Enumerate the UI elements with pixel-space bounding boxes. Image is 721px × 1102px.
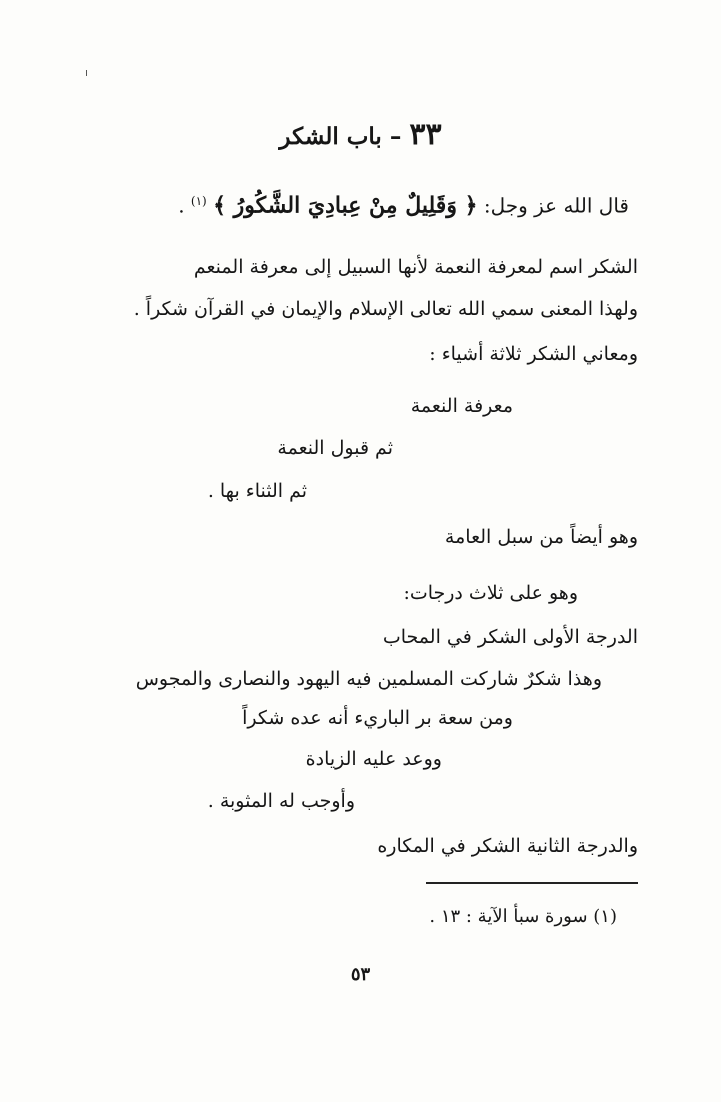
body-line-2: ولهذا المعنى سمي الله تعالى الإسلام والإيمان في القرآن شكراً . bbox=[133, 298, 638, 320]
body-line-13: وأوجب له المثوبة . bbox=[207, 790, 355, 812]
footnote: (١) سورة سبأ الآية : ١٣ . bbox=[429, 906, 617, 927]
body-line-5: ثم قبول النعمة bbox=[277, 437, 393, 459]
quran-verse-line bbox=[178, 185, 629, 222]
footnote-ref: (١) bbox=[190, 194, 207, 208]
body-line-10: وهذا شكرٌ شاركت المسلمين فيه اليهود والنصارى والمجوس bbox=[135, 668, 602, 690]
body-line-7: وهو أيضاً من سبل العامة bbox=[444, 526, 638, 548]
chapter-title: باب الشكر bbox=[279, 123, 382, 150]
body-line-1: الشكر اسم لمعرفة النعمة لأنها السبيل إلى معرفة المنعم bbox=[193, 256, 638, 278]
body-line-14: والدرجة الثانية الشكر في المكاره bbox=[377, 835, 638, 857]
body-line-3: ومعاني الشكر ثلاثة أشياء : bbox=[429, 343, 638, 365]
body-line-6: ثم الثناء بها . bbox=[207, 480, 307, 502]
body-line-9: الدرجة الأولى الشكر في المحاب bbox=[382, 626, 638, 648]
body-line-4: معرفة النعمة bbox=[410, 395, 513, 417]
chapter-number: ٣٣ bbox=[409, 117, 442, 152]
body-line-12: ووعد عليه الزيادة bbox=[305, 748, 442, 770]
chapter-separator: – bbox=[389, 123, 402, 150]
chapter-heading bbox=[0, 118, 721, 154]
page-number: ٥٣ bbox=[350, 964, 371, 985]
footnote-divider bbox=[426, 882, 638, 884]
verse-intro: قال الله عز وجل: bbox=[483, 193, 629, 218]
verse-end: . bbox=[178, 193, 185, 218]
body-line-8: وهو على ثلاث درجات: bbox=[403, 582, 578, 604]
verse-quote: ﴿ وَقَلِيلٌ مِنْ عِبادِيَ الشَّكُورُ ﴾ bbox=[213, 192, 478, 219]
body-line-11: ومن سعة بر الباريء أنه عده شكراً bbox=[242, 707, 513, 729]
page-speck bbox=[86, 70, 87, 76]
